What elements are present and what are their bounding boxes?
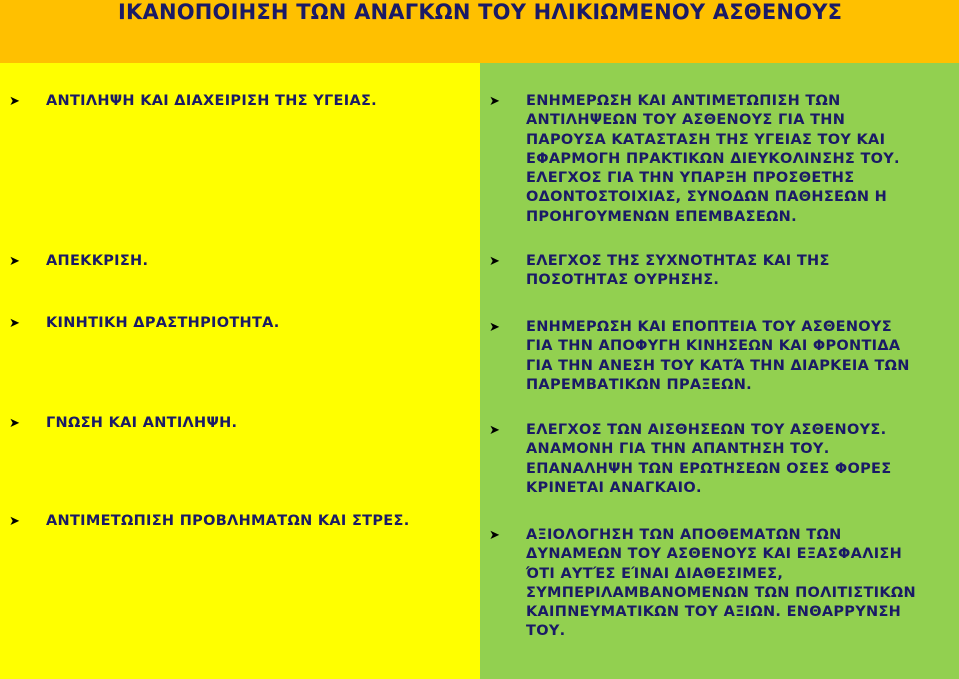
arrowhead-bullet-icon: ➤ bbox=[489, 94, 500, 109]
arrowhead-bullet-icon: ➤ bbox=[9, 254, 20, 269]
arrowhead-bullet-icon: ➤ bbox=[9, 94, 20, 109]
arrowhead-bullet-icon: ➤ bbox=[9, 416, 20, 431]
list-item: ΑΠΕΚΚΡΙΣΗ. bbox=[46, 253, 149, 269]
page-title bbox=[118, 0, 918, 24]
list-item: ΕΛΕΓΧΟΣ ΤΗΣ ΣΥΧΝΟΤΗΤΑΣ ΚΑΙ ΤΗΣ ΠΟΣΟΤΗΤΑΣ ΟΥΡΗΣΗΣ. bbox=[526, 253, 830, 289]
list-item: ΚΙΝΗΤΙΚΗ ΔΡΑΣΤΗΡΙΟΤΗΤΑ. bbox=[46, 315, 280, 331]
arrowhead-bullet-icon: ➤ bbox=[9, 514, 20, 529]
arrowhead-bullet-icon: ➤ bbox=[9, 316, 20, 331]
arrowhead-bullet-icon: ➤ bbox=[489, 528, 500, 543]
list-item: ΑΝΤΙΜΕΤΩΠΙΣΗ ΠΡΟΒΛΗΜΑΤΩΝ ΚΑΙ ΣΤΡΕΣ. bbox=[46, 513, 410, 529]
page-title-text: ΙΚΑΝΟΠΟΙΗΣΗ ΤΩΝ ΑΝΑΓΚΩΝ ΤΟΥ ΗΛΙΚΙΩΜΕΝΟΥ ΑΣΘΕΝΟΥΣ bbox=[118, 0, 843, 24]
list-item: ΕΝΗΜΕΡΩΣΗ ΚΑΙ ΑΝΤΙΜΕΤΩΠΙΣΗ ΤΩΝ ΑΝΤΙΛΗΨΕΩΝ ΤΟΥ ΑΣΘΕΝΟΥΣ ΓΙΑ ΤΗΝ ΠΑΡΟΥΣΑ ΚΑΤΑΣΤΑΣΗ ΤΗΣ ΥΓΕΙΑΣ ΤΟΥ ΚΑΙ ΕΦΑΡΜΟΓΗ ΠΡΑΚΤΙΚΩΝ ΔΙΕΥΚΟΛΙΝΣΗΣ ΤΟΥ. ΕΛΕΓΧΟΣ ΓΙΑ ΤΗΝ ΥΠΑΡΞΗ ΠΡΟΣΘΕΤΗΣ ΟΔΟΝΤΟΣΤΟΙΧΙΑΣ, ΣΥΝΟΔΩΝ ΠΑΘΗΣΕΩΝ Η ΠΡΟΗΓΟΥΜΕΝΩΝ ΕΠΕΜΒΑΣΕΩΝ. bbox=[526, 93, 900, 225]
list-item: ΑΞΙΟΛΟΓΗΣΗ ΤΩΝ ΑΠΟΘΕΜΑΤΩΝ ΤΩΝ ΔΥΝΑΜΕΩΝ ΤΟΥ ΑΣΘΕΝΟΥΣ ΚΑΙ ΕΞΑΣΦΑΛΙΣΗ ΌΤΙ ΑΥΤΈΣ ΕΊΝΑΙ ΔΙΑΘΕΣΙΜΕΣ, ΣΥΜΠΕΡΙΛΑΜΒΑΝΟΜΕΝΩΝ ΤΩΝ ΠΟΛΙΤΙΣΤΙΚΩΝ ΚΑΙΠΝΕΥΜΑΤΙΚΩΝ ΤΟΥ ΑΞΙΩΝ. ΕΝΘΑΡΡΥΝΣΗ ΤΟΥ. bbox=[526, 527, 916, 640]
left-column bbox=[0, 63, 480, 679]
list-item: ΕΛΕΓΧΟΣ ΤΩΝ ΑΙΣΘΗΣΕΩΝ ΤΟΥ ΑΣΘΕΝΟΥΣ. ΑΝΑΜΟΝΗ ΓΙΑ ΤΗΝ ΑΠΑΝΤΗΣΗ ΤΟΥ. ΕΠΑΝΑΛΗΨΗ ΤΩΝ ΕΡΩΤΗΣΕΩΝ ΟΣΕΣ ΦΟΡΕΣ ΚΡΙΝΕΤΑΙ ΑΝΑΓΚΑΙΟ. bbox=[526, 422, 892, 496]
list-item: ΓΝΩΣΗ ΚΑΙ ΑΝΤΙΛΗΨΗ. bbox=[46, 415, 238, 431]
arrowhead-bullet-icon: ➤ bbox=[489, 423, 500, 438]
list-item: ΕΝΗΜΕΡΩΣΗ ΚΑΙ ΕΠΟΠΤΕΙΑ ΤΟΥ ΑΣΘΕΝΟΥΣ ΓΙΑ ΤΗΝ ΑΠΟΦΥΓΗ ΚΙΝΗΣΕΩΝ ΚΑΙ ΦΡΟΝΤΙΔΑ ΓΙΑ ΤΗΝ ΑΝΕΣΗ ΤΟΥ ΚΑΤΆ ΤΗΝ ΔΙΑΡΚΕΙΑ ΤΩΝ ΠΑΡΕΜΒΑΤΙΚΩΝ ΠΡΑΞΕΩΝ. bbox=[526, 319, 910, 393]
arrowhead-bullet-icon: ➤ bbox=[489, 320, 500, 335]
list-item: ΑΝΤΙΛΗΨΗ ΚΑΙ ΔΙΑΧΕΙΡΙΣΗ ΤΗΣ ΥΓΕΙΑΣ. bbox=[46, 93, 377, 109]
arrowhead-bullet-icon: ➤ bbox=[489, 254, 500, 269]
